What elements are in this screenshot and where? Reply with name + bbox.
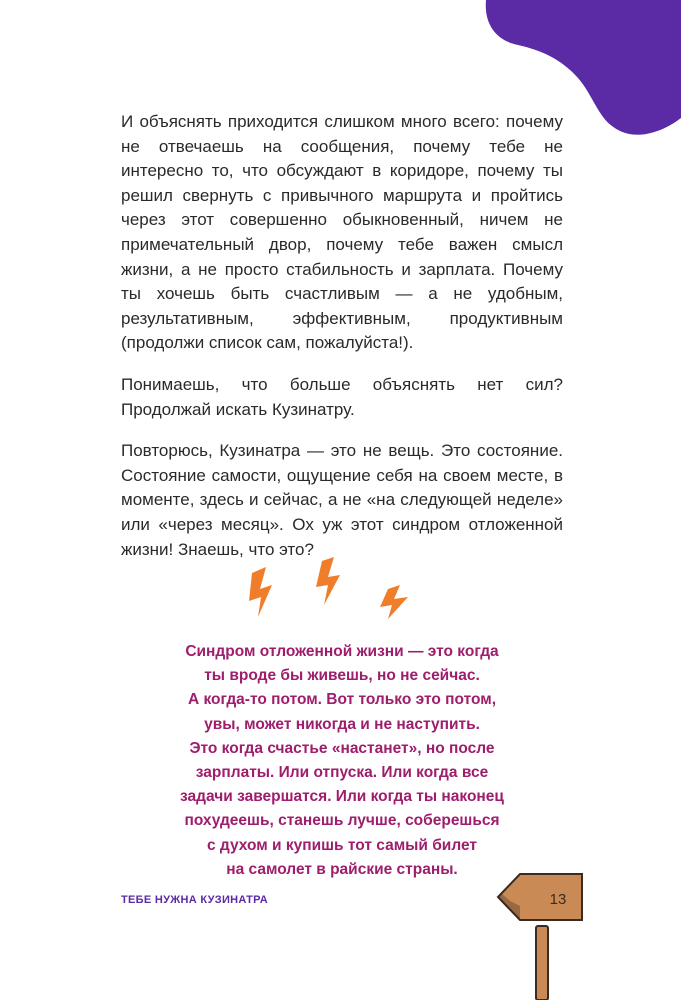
- paragraph: Понимаешь, что больше объяснять нет сил? Продолжай искать Кузинатру.: [121, 374, 563, 419]
- quote-line: похудеешь, станешь лучше, соберешься: [184, 812, 500, 830]
- wooden-signpost: [490, 866, 590, 1000]
- highlighted-quote: [121, 640, 563, 882]
- quote-line: Это когда счастье «настанет», но после: [189, 739, 495, 757]
- quote-line: увы, может никогда и не наступить.: [204, 715, 480, 733]
- quote-line: на самолет в райские страны.: [226, 860, 458, 878]
- quote-line: Синдром отложенной жизни — это когда: [185, 643, 499, 660]
- paragraph: Повторюсь, Кузинатра — это не вещь. Это состояние. Состояние самости, ощущение себя на своем месте, в моменте, здесь и сейчас, а не «на следующей неделе» или «через месяц». Ох уж этот синдром отложенной жизни! Знаешь, что это?: [121, 441, 563, 559]
- quote-line: с духом и купишь тот самый билет: [207, 836, 477, 854]
- quote-line: задачи завершатся. Или когда ты наконец: [180, 788, 504, 806]
- signpost-pole: [536, 926, 548, 1000]
- body-text: [121, 110, 563, 562]
- quote-line: зарплаты. Или отпуска. Или когда все: [195, 764, 489, 782]
- page-number: 13: [549, 891, 567, 908]
- lightning-bolt-icon: [316, 557, 340, 605]
- lightning-bolts: [230, 555, 430, 635]
- paragraph: И объяснять приходится слишком много всего: почему не отвечаешь на сообщения, почему тебе не интересно то, что обсуждают в коридоре, почему ты решил свернуть с привычного маршрута и пройтись через этот совершенно обыкновенный, ничем не примечательный двор, почему тебе важен смысл жизни, а не просто стабильность и зарплата. Почему ты хочешь быть счастливым — а не удобным, результативным, эффективным, продуктивным (продолжи список сам, пожалуйста!).: [121, 112, 563, 353]
- lightning-bolt-icon: [249, 567, 272, 617]
- lightning-bolt-icon: [380, 585, 408, 619]
- running-footer-title: ТЕБЕ НУЖНА КУЗИНАТРА: [121, 894, 269, 906]
- quote-line: А когда-то потом. Вот только это потом,: [187, 691, 497, 709]
- quote-line: ты вроде бы живешь, но не сейчас.: [204, 667, 480, 685]
